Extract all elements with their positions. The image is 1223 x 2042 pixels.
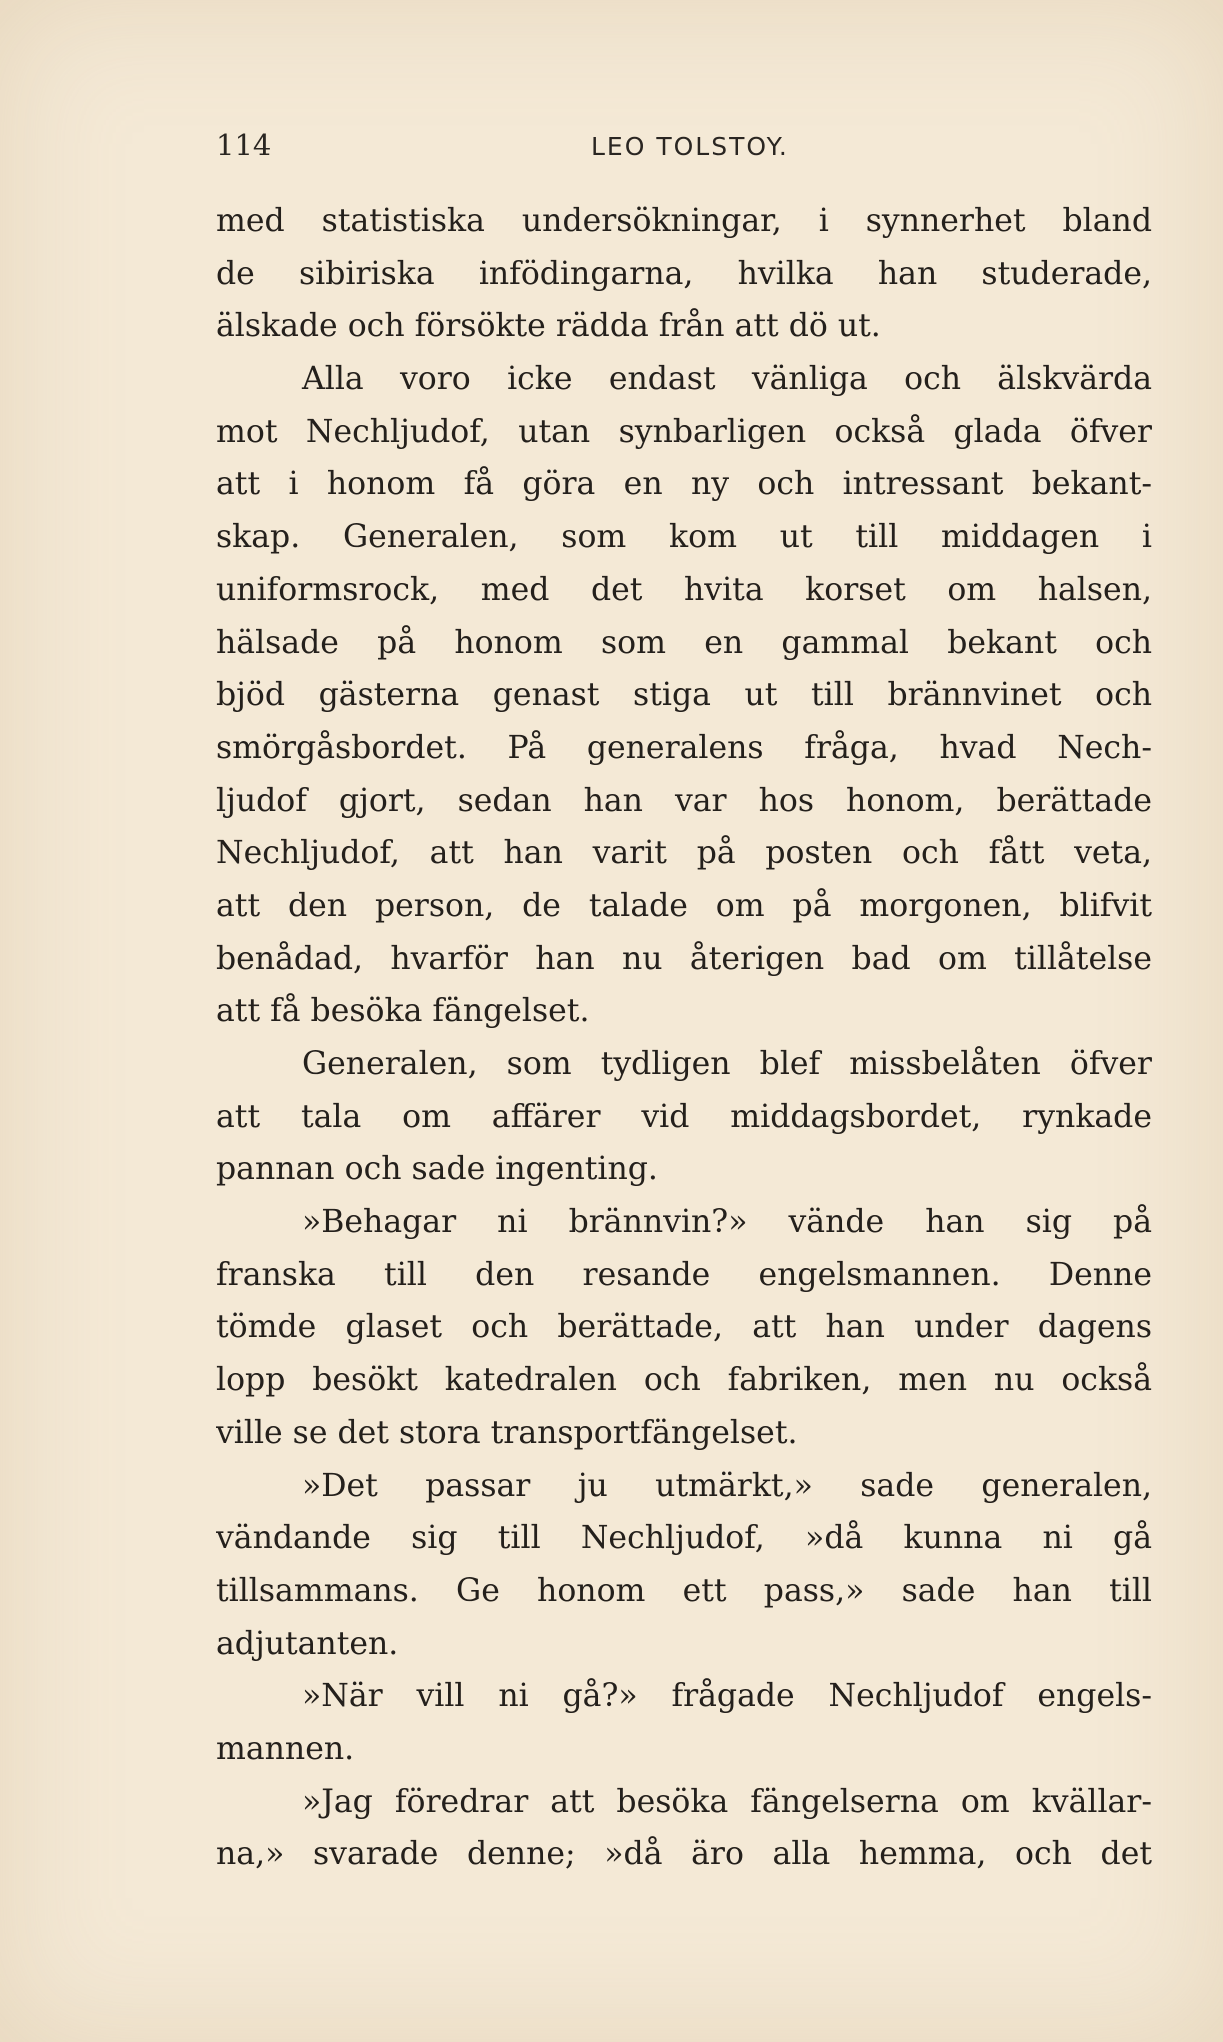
text-line: älskade och försökte rädda från att dö ut.: [216, 308, 881, 345]
page-header: [216, 128, 1152, 178]
text-line: med statistiska undersökningar, i synnerhet bland: [216, 203, 1152, 239]
page-number: 114: [216, 128, 272, 162]
text-line: smörgåsbordet. På generalens fråga, hvad Nech-: [216, 729, 1152, 766]
text-line: tömde glaset och berättade, att han under dagens: [216, 1309, 1152, 1346]
text-line: pannan och sade ingenting.: [216, 1151, 658, 1188]
text-line: ville se det stora transportfängelset.: [216, 1414, 798, 1451]
running-head: LEO TOLSTOY.: [591, 132, 789, 161]
text-line: hälsade på honom som en gammal bekant och: [216, 624, 1152, 661]
text-line: Nechljudof, att han varit på posten och fått veta,: [216, 835, 1152, 872]
body-text: [216, 195, 1152, 1881]
text-line: de sibiriska infödingarna, hvilka han studerade,: [216, 255, 1152, 292]
text-line: »Det passar ju utmärkt,» sade generalen,: [302, 1467, 1152, 1504]
text-line: »Jag föredrar att besöka fängelserna om kvällar-: [302, 1783, 1152, 1820]
text-line: mot Nechljudof, utan synbarligen också glada öfver: [216, 413, 1152, 450]
text-line: mannen.: [216, 1730, 355, 1767]
text-line: att i honom få göra en ny och intressant bekant-: [216, 466, 1152, 503]
text-line: bjöd gästerna genast stiga ut till brännvinet och: [216, 677, 1152, 714]
text-line: att tala om affärer vid middagsbordet, rynkade: [216, 1098, 1152, 1135]
text-line: franska till den resande engelsmannen. Denne: [216, 1256, 1152, 1293]
text-line: att den person, de talade om på morgonen, blifvit: [216, 887, 1152, 924]
text-line: benådad, hvarför han nu återigen bad om tillåtelse: [216, 940, 1152, 977]
text-line: uniformsrock, med det hvita korset om halsen,: [216, 571, 1152, 608]
text-line: na,» svarade denne; »då äro alla hemma, och det: [216, 1836, 1152, 1873]
text-line: tillsammans. Ge honom ett pass,» sade han till: [216, 1572, 1152, 1609]
text-line: Generalen, som tydligen blef missbelåten öfver: [302, 1046, 1152, 1082]
text-line: Alla voro icke endast vänliga och älskvärda: [302, 361, 1152, 398]
text-line: »När vill ni gå?» frågade Nechljudof engels-: [302, 1678, 1152, 1715]
text-line: skap. Generalen, som kom ut till middagen i: [216, 519, 1152, 556]
text-line: adjutanten.: [216, 1625, 399, 1662]
text-line: lopp besökt katedralen och fabriken, men nu också: [216, 1362, 1152, 1399]
text-line: att få besöka fängelset.: [216, 993, 590, 1030]
text-line: »Behagar ni brännvin?» vände han sig på: [302, 1204, 1152, 1241]
text-line: vändande sig till Nechljudof, »då kunna ni gå: [216, 1520, 1152, 1557]
text-line: ljudof gjort, sedan han var hos honom, berättade: [216, 782, 1152, 819]
